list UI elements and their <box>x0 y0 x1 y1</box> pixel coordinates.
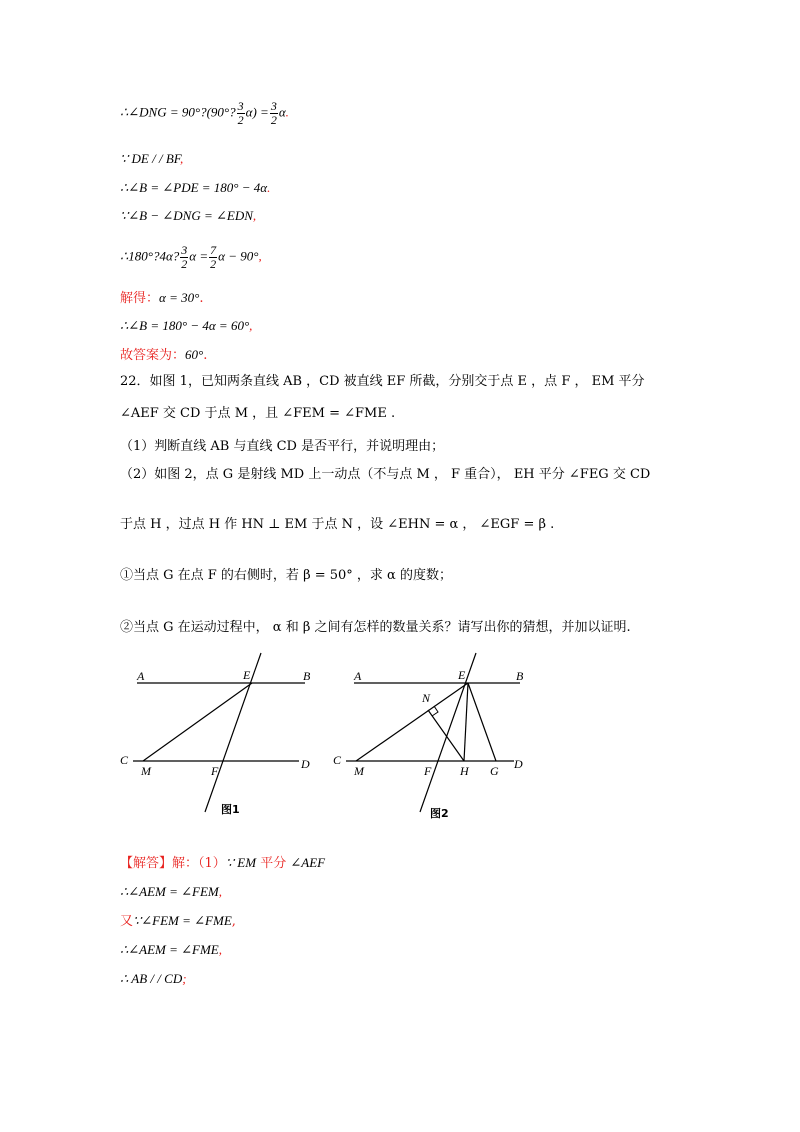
label-m: M <box>354 764 364 778</box>
derivation-text: ∴∠AEM = ∠FME <box>120 942 219 957</box>
question-2-part-1: ①当点 G 在点 F 的右侧时，若 β = 50° ，求 α 的度数； <box>120 568 452 583</box>
question-2: （2）如图 2，点 G 是射线 MD 上一动点（不与点 M ， F 重合）， EH 平分 ∠FEG 交 CD <box>120 467 651 482</box>
derivation-text: ∴180°?4α? <box>120 248 180 264</box>
label-h: H <box>460 764 469 778</box>
derivation-text: ∴ AB / / CD <box>120 971 183 986</box>
label-f: F <box>211 764 219 778</box>
fraction-denominator: 2 <box>181 257 188 271</box>
punctuation: , <box>218 942 223 957</box>
solution-line-5 <box>120 970 187 988</box>
punctuation: , <box>249 318 253 333</box>
label-c: C <box>333 753 342 767</box>
problem-text-1: 22．如图 1，已知两条直线 AB ，CD 被直线 EF 所截，分别交于点 E ，点 F ， EM 平分 <box>120 374 645 389</box>
punctuation: , <box>252 208 257 223</box>
derivation-line-5 <box>120 244 262 271</box>
derivation-line-6 <box>120 289 203 308</box>
derivation-text: 又 <box>120 914 134 929</box>
fraction-numerator: 3 <box>237 99 244 113</box>
solution-line-1 <box>120 854 325 873</box>
punctuation: . <box>285 104 289 120</box>
label-e: E <box>458 668 466 682</box>
question-2-continued: 于点 H ，过点 H 作 HN ⊥ EM 于点 N ，设 ∠EHN = α ， ∠EGF = β . <box>120 517 555 532</box>
derivation-text: ∵ EM <box>225 855 257 870</box>
problem-text-2: ∠AEF 交 CD 于点 M ，且 ∠FEM = ∠FME . <box>120 406 396 421</box>
solution-label: 【解答】解：（1） <box>120 856 226 871</box>
derivation-line-7 <box>120 317 252 335</box>
derivation-text: ∴∠DNG = 90°?(90°? <box>120 104 236 120</box>
punctuation: . <box>203 348 208 363</box>
fraction <box>270 100 278 127</box>
solution-line-2 <box>120 883 222 901</box>
label-e: E <box>243 668 251 682</box>
fraction-denominator: 2 <box>237 113 244 127</box>
derivation-line-2 <box>120 150 183 168</box>
label-b: B <box>303 669 311 683</box>
derivation-text: ∴∠B = ∠PDE = 180° − 4α <box>120 180 268 195</box>
label-b: B <box>516 669 524 683</box>
label-m: M <box>141 764 151 778</box>
line-ef <box>420 653 476 812</box>
punctuation: , <box>231 914 236 929</box>
derivation-line-3 <box>120 179 270 197</box>
line-em <box>143 683 252 761</box>
label-d: D <box>514 757 523 771</box>
fraction-numerator: 3 <box>181 243 188 257</box>
line-hn <box>428 710 464 761</box>
label-g: G <box>490 764 499 778</box>
derivation-text: α − 90° <box>218 248 259 264</box>
derivation-text: ∠AEF <box>290 855 326 870</box>
derivation-line-1 <box>120 100 289 127</box>
label-a: A <box>137 669 145 683</box>
line-ef <box>205 653 261 812</box>
derivation-text: ∴∠B = 180° − 4α = 60° <box>120 318 250 333</box>
answer-value: 60° <box>185 347 204 362</box>
answer-label: 故答案为： <box>120 348 186 363</box>
figure-1 <box>115 650 335 825</box>
figure-1-caption: 图1 <box>221 803 240 816</box>
solved-label: 解得： <box>120 291 160 306</box>
question-2-part-2: ②当点 G 在运动过程中， α 和 β 之间有怎样的数量关系？请写出你的猜想，并加以证明. <box>120 620 631 635</box>
derivation-line-4 <box>120 207 256 225</box>
punctuation: . <box>199 291 204 306</box>
solution-line-4 <box>120 941 222 959</box>
fraction <box>237 100 245 127</box>
derivation-line-8 <box>120 346 207 365</box>
figure-2 <box>330 650 540 825</box>
derivation-text: ∴∠AEM = ∠FEM <box>120 884 219 899</box>
label-f: F <box>424 764 432 778</box>
line-eh <box>464 683 468 761</box>
punctuation: ; <box>182 971 187 986</box>
fraction-denominator: 2 <box>270 113 277 127</box>
label-c: C <box>120 753 129 767</box>
punctuation: , <box>180 151 184 166</box>
punctuation: . <box>267 180 271 195</box>
solution-line-3 <box>120 912 236 931</box>
line-eg <box>468 683 496 761</box>
question-1: （1）判断直线 AB 与直线 CD 是否平行，并说明理由； <box>120 439 445 454</box>
label-n: N <box>422 691 431 705</box>
label-d: D <box>301 757 310 771</box>
fraction <box>209 244 217 271</box>
fraction-numerator: 3 <box>270 99 277 113</box>
punctuation: , <box>258 248 262 264</box>
derivation-text: ∵∠B − ∠DNG = ∠EDN <box>120 208 253 223</box>
derivation-text: ∵ DE / / BF <box>120 151 181 166</box>
derivation-text: α = <box>189 248 209 264</box>
fraction-numerator: 7 <box>210 243 217 257</box>
fraction <box>180 244 188 271</box>
label-a: A <box>354 669 362 683</box>
punctuation: , <box>218 884 223 899</box>
derivation-text: α = 30° <box>159 290 200 305</box>
fraction-denominator: 2 <box>210 257 217 271</box>
derivation-text: ∵∠FEM = ∠FME <box>133 913 232 928</box>
derivation-text: α) = <box>245 104 269 120</box>
derivation-text: α <box>278 104 286 120</box>
derivation-text: 平分 <box>260 856 287 871</box>
figure-2-caption: 图2 <box>430 807 449 820</box>
